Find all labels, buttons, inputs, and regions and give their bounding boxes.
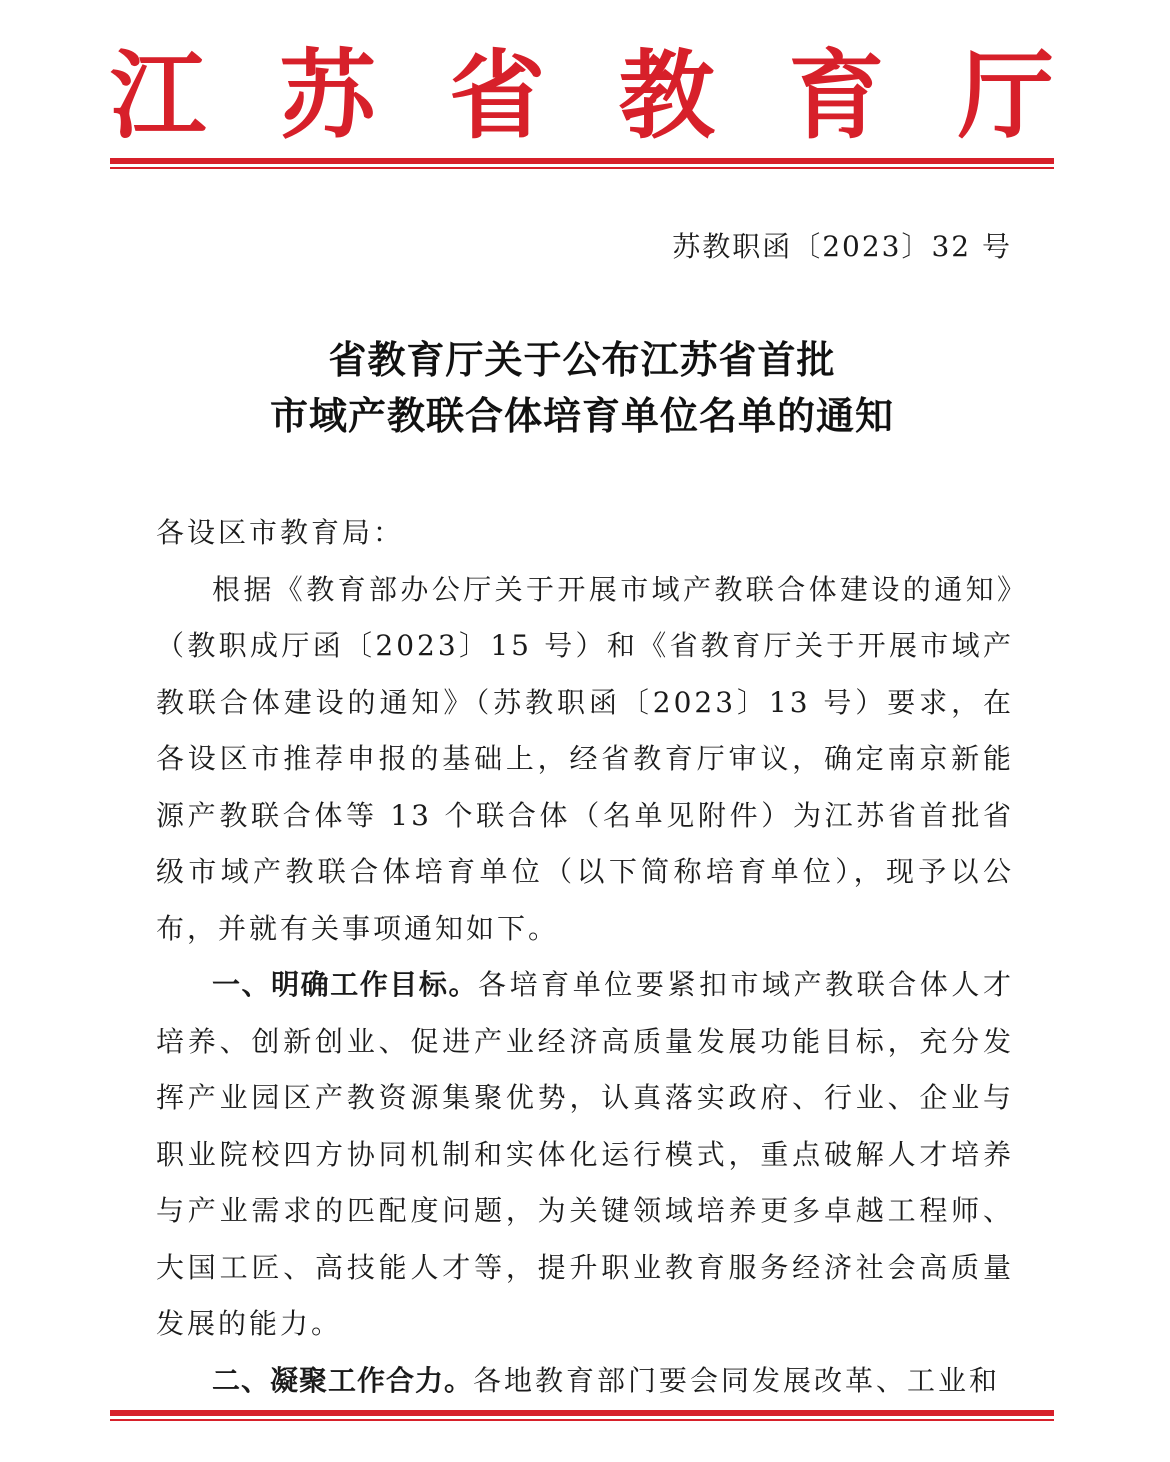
footer-red-rule bbox=[110, 1410, 1054, 1421]
masthead-char: 省 bbox=[449, 39, 546, 152]
paragraph-text: 各地教育部门要会同发展改革、工业和 bbox=[473, 1363, 1001, 1397]
masthead-char: 江 bbox=[110, 39, 206, 152]
masthead bbox=[110, 40, 1054, 152]
section-heading: 一、明确工作目标。 bbox=[212, 968, 479, 1001]
document-title-line-2: 市域产教联合体培育单位名单的通知 bbox=[269, 394, 894, 438]
salutation: 各设区市教育局： bbox=[156, 516, 405, 549]
document-title-line-1: 省教育厅关于公布江苏省首批 bbox=[328, 338, 836, 382]
paragraph-intro bbox=[156, 562, 1014, 958]
document-number: 苏教职函〔2023〕32 号 bbox=[672, 230, 1012, 263]
masthead-char: 教 bbox=[618, 39, 715, 152]
document-body bbox=[156, 505, 1014, 1409]
masthead-red-rule bbox=[110, 158, 1054, 169]
paragraph-section-2 bbox=[156, 1353, 1014, 1410]
masthead-char: 育 bbox=[788, 39, 885, 152]
paragraph-text: 根据《教育部办公厅关于开展市域产教联合体建设的通知》（教职成厅函〔2023〕15 号）和《省教育厅关于开展市域产教联合体建设的通知》（苏教职函〔2023〕13 号）要求，在各设区市推荐申报的基础上，经省教育厅审议，确定南京新能源产教联合体等 13 个联合体（名单见附件）为江苏省首批省级市域产教联合体培育单位（以下简称培育单位），现予以公布，并就有关事项通知如下。 bbox=[156, 572, 1014, 945]
masthead-char: 苏 bbox=[279, 39, 376, 152]
paragraph-section-1 bbox=[156, 957, 1014, 1353]
paragraph-text: 各培育单位要紧扣市域产教联合体人才培养、创新创业、促进产业经济高质量发展功能目标，充分发挥产业园区产教资源集聚优势，认真落实政府、行业、企业与职业院校四方协同机制和实体化运行模式，重点破解人才培养与产业需求的匹配度问题，为关键领域培养更多卓越工程师、大国工匠、高技能人才等，提升职业教育服务经济社会高质量发展的能力。 bbox=[156, 968, 1014, 1340]
section-heading: 二、凝聚工作合力。 bbox=[212, 1363, 474, 1397]
masthead-char: 厅 bbox=[957, 39, 1054, 152]
